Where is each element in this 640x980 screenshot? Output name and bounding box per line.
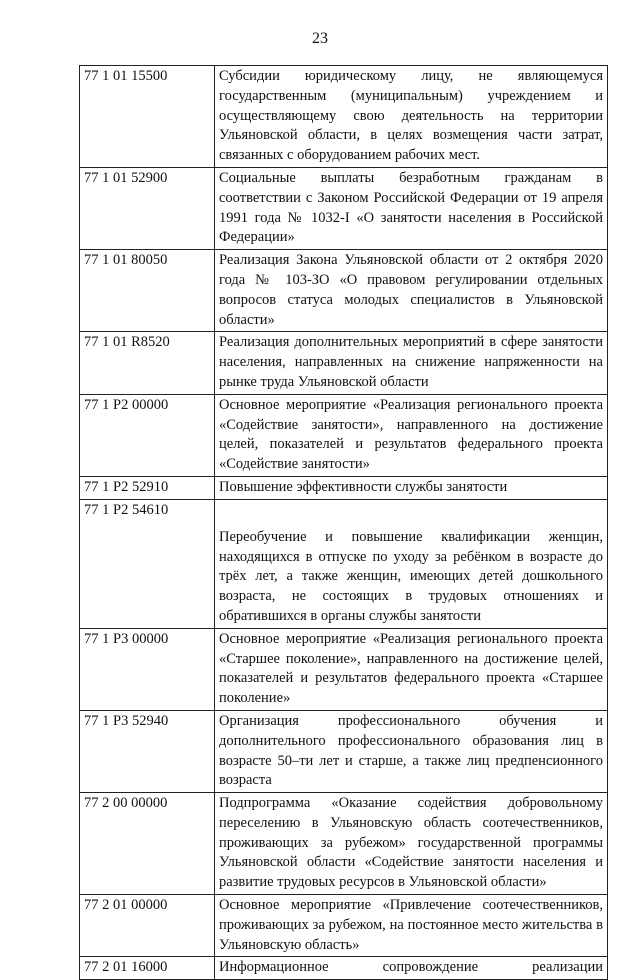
row-code: 77 2 01 16000 xyxy=(80,957,215,980)
table-row xyxy=(80,895,608,957)
row-code: 77 1 P3 00000 xyxy=(80,628,215,710)
row-description: Повышение эффективности службы занятости xyxy=(215,476,608,499)
row-description: Подпрограмма «Оказание содействия добровольному переселению в Ульяновскую область соотечественников, проживающих за рубежом» государственной программы Ульяновской области «Содействие занятости населения и развитие трудовых ресурсов в Ульяновской области» xyxy=(215,793,608,895)
row-description: Основное мероприятие «Реализация регионального проекта «Старшее поколение», направленного на достижение целей, показателей и результатов федерального проекта «Старшее поколение» xyxy=(215,628,608,710)
table-row xyxy=(80,250,608,332)
row-code: 77 1 01 52900 xyxy=(80,167,215,249)
table-row xyxy=(80,957,608,980)
row-description: Основное мероприятие «Реализация регионального проекта «Содействие занятости», направленного на достижение целей, показателей и результатов федерального проекта «Содействие занятости» xyxy=(215,394,608,476)
row-code: 77 1 01 80050 xyxy=(80,250,215,332)
table-row xyxy=(80,793,608,895)
row-description: Информационное сопровождение реализации xyxy=(215,957,608,980)
row-description: Социальные выплаты безработным гражданам в соответствии с Законом Российской Федерации от 19 апреля 1991 года № 1032-I «О занятости населения в Российской Федерации» xyxy=(215,167,608,249)
row-description: Реализация Закона Ульяновской области от 2 октября 2020 года № 103-ЗО «О правовом регулировании отдельных вопросов статуса молодых специалистов в Ульяновской области» xyxy=(215,250,608,332)
row-code: 77 1 P2 52910 xyxy=(80,476,215,499)
table-row xyxy=(80,628,608,710)
row-code: 77 1 P3 52940 xyxy=(80,710,215,792)
row-description: Организация профессионального обучения и дополнительного профессионального образования лиц в возрасте 50–ти лет и старше, а также лиц предпенсионного возраста xyxy=(215,710,608,792)
row-description: Реализация дополнительных мероприятий в сфере занятости населения, направленных на снижение напряженности на рынке труда Ульяновской области xyxy=(215,332,608,394)
page-number: 23 xyxy=(312,30,328,47)
row-description: Основное мероприятие «Привлечение соотечественников, проживающих за рубежом, на постоянное место жительства в Ульяновскую область» xyxy=(215,895,608,957)
table-row xyxy=(80,499,608,628)
row-code: 77 1 P2 54610 xyxy=(80,499,215,628)
budget-classification-table xyxy=(79,65,608,980)
table-row xyxy=(80,394,608,476)
table-row xyxy=(80,167,608,249)
row-description: Субсидии юридическому лицу, не являющемуся государственным (муниципальным) учреждением и осуществляющему свою деятельность на территории Ульяновской области, в целях возмещения части затрат, связанных с оборудованием рабочих мест. xyxy=(215,66,608,168)
table-row xyxy=(80,710,608,792)
row-code: 77 2 01 00000 xyxy=(80,895,215,957)
table-row xyxy=(80,332,608,394)
table-row xyxy=(80,476,608,499)
row-code: 77 1 01 R8520 xyxy=(80,332,215,394)
row-code: 77 1 01 15500 xyxy=(80,66,215,168)
row-description: Переобучение и повышение квалификации женщин, находящихся в отпуске по уходу за ребёнком в возрасте до трёх лет, а также женщин, имеющих детей дошкольного возраста, не состоящих в трудовых отношениях и обратившихся в органы службы занятости xyxy=(215,499,608,628)
table-row xyxy=(80,66,608,168)
row-code: 77 1 P2 00000 xyxy=(80,394,215,476)
row-code: 77 2 00 00000 xyxy=(80,793,215,895)
